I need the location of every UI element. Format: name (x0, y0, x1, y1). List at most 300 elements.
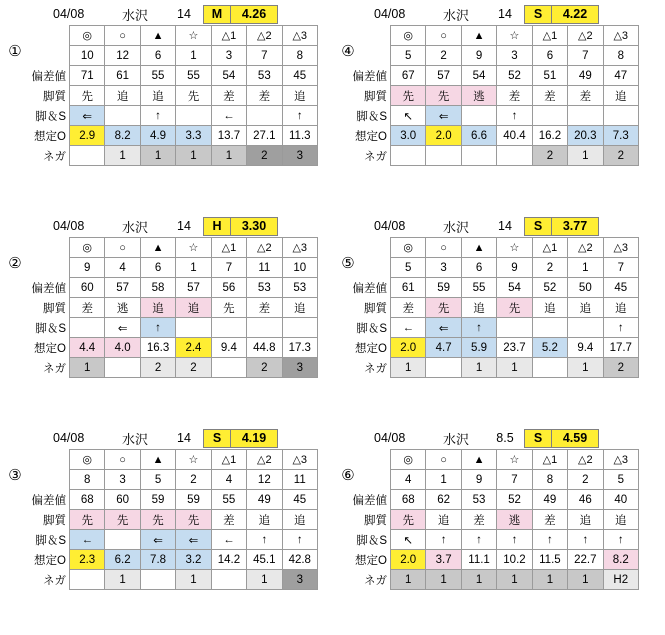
table-row (18, 238, 318, 258)
race-header (374, 428, 639, 448)
row-label: 脚＆S (356, 110, 387, 123)
nega-cell: 1 (105, 146, 140, 166)
block-container (333, 212, 665, 424)
nega-cell: 1 (391, 358, 426, 378)
race-grade-badge: S (203, 429, 231, 448)
expected-odds-cell: 11.5 (532, 550, 567, 570)
deviation-cell: 59 (140, 490, 175, 510)
race-venue: 水沢 (442, 431, 469, 447)
running-style-cell: 追 (282, 510, 317, 530)
race-number: 8.5 (496, 431, 514, 445)
block-index: ⑥ (341, 467, 355, 484)
deviation-cell: 52 (497, 66, 532, 86)
horse-number-cell: 5 (603, 470, 638, 490)
mark-cell: △2 (568, 450, 603, 470)
race-header (53, 428, 318, 448)
row-label: 脚質 (43, 514, 66, 527)
race-number: 14 (177, 219, 191, 233)
race-value-badge: 3.77 (552, 217, 599, 236)
mark-cell: ☆ (497, 450, 532, 470)
race-venue: 水沢 (121, 7, 148, 23)
running-style-cell: 先 (70, 510, 105, 530)
race-value-badge: 3.30 (231, 217, 278, 236)
legs-s-cell: ↑ (140, 106, 175, 126)
legs-s-cell: ↖ (391, 106, 426, 126)
deviation-cell: 54 (461, 66, 496, 86)
race-value-badge: 4.19 (231, 429, 278, 448)
legs-s-cell: ↑ (247, 530, 282, 550)
table-row (339, 66, 639, 86)
running-style-cell: 先 (211, 298, 246, 318)
mark-cell: △2 (568, 238, 603, 258)
race-date: 04/08 (374, 219, 406, 233)
horse-number-cell: 9 (461, 470, 496, 490)
expected-odds-cell: 14.2 (211, 550, 246, 570)
row-label: 想定O (355, 130, 387, 143)
running-style-cell: 追 (282, 298, 317, 318)
expected-odds-cell: 9.4 (211, 338, 246, 358)
legs-s-cell: ↑ (140, 318, 175, 338)
running-style-cell: 差 (70, 298, 105, 318)
running-style-cell: 追 (176, 298, 211, 318)
nega-cell (461, 146, 496, 166)
horse-number-cell: 9 (461, 46, 496, 66)
legs-s-cell: ⇐ (426, 318, 461, 338)
deviation-cell: 45 (282, 66, 317, 86)
race-number: 14 (177, 7, 191, 21)
expected-odds-cell: 3.2 (176, 550, 211, 570)
running-style-cell: 先 (426, 298, 461, 318)
mark-cell: ◎ (70, 238, 105, 258)
mark-cell: ☆ (176, 450, 211, 470)
horse-number-cell: 8 (532, 470, 567, 490)
deviation-cell: 49 (247, 490, 282, 510)
horse-number-cell: 8 (603, 46, 638, 66)
row-label: 想定O (355, 554, 387, 567)
mark-cell: ▲ (461, 450, 496, 470)
mark-cell: ☆ (497, 26, 532, 46)
mark-cell: △3 (282, 238, 317, 258)
block-container (333, 0, 665, 212)
deviation-cell: 61 (391, 278, 426, 298)
legs-s-cell: ⇐ (70, 106, 105, 126)
race-table (339, 449, 639, 590)
nega-cell (70, 146, 105, 166)
legs-s-cell (568, 106, 603, 126)
deviation-cell: 55 (176, 66, 211, 86)
horse-number-cell: 3 (105, 470, 140, 490)
legs-s-cell (603, 106, 638, 126)
deviation-cell: 45 (603, 278, 638, 298)
table-row (18, 318, 318, 338)
expected-odds-cell: 22.7 (568, 550, 603, 570)
horse-number-cell: 2 (426, 46, 461, 66)
legs-s-cell (247, 318, 282, 338)
table-row (18, 470, 318, 490)
row-label (339, 470, 391, 490)
deviation-cell: 55 (461, 278, 496, 298)
deviation-cell: 62 (426, 490, 461, 510)
legs-s-cell: ↑ (568, 530, 603, 550)
race-grade-badge: S (524, 5, 552, 24)
horse-number-cell: 4 (105, 258, 140, 278)
expected-odds-cell: 10.2 (497, 550, 532, 570)
table-row (339, 450, 639, 470)
mark-cell: △2 (247, 450, 282, 470)
legs-s-cell (568, 318, 603, 338)
horse-number-cell: 6 (140, 258, 175, 278)
legs-s-cell: ← (211, 530, 246, 550)
nega-cell (70, 570, 105, 590)
legs-s-cell: ↑ (603, 530, 638, 550)
row-label (18, 470, 70, 490)
nega-cell (391, 146, 426, 166)
row-label (339, 258, 391, 278)
horse-number-cell: 6 (532, 46, 567, 66)
table-row (339, 358, 639, 378)
deviation-cell: 45 (282, 490, 317, 510)
horse-number-cell: 7 (568, 46, 603, 66)
race-date: 04/08 (53, 7, 85, 21)
expected-odds-cell: 17.3 (282, 338, 317, 358)
row-label: 想定O (355, 342, 387, 355)
block-index: ④ (341, 43, 355, 60)
race-date: 04/08 (374, 7, 406, 21)
deviation-cell: 55 (140, 66, 175, 86)
row-label: 脚＆S (356, 534, 387, 547)
race-venue: 水沢 (121, 219, 148, 235)
mark-cell: △1 (211, 238, 246, 258)
legs-s-cell (211, 318, 246, 338)
horse-number-cell: 5 (391, 46, 426, 66)
mark-cell: ○ (426, 238, 461, 258)
deviation-cell: 56 (211, 278, 246, 298)
row-label (18, 26, 70, 46)
running-style-cell: 差 (497, 86, 532, 106)
deviation-cell: 51 (532, 66, 567, 86)
mark-cell: △1 (211, 26, 246, 46)
horse-number-cell: 1 (568, 258, 603, 278)
legs-s-cell: ↑ (603, 318, 638, 338)
deviation-cell: 46 (568, 490, 603, 510)
mark-cell: ◎ (391, 26, 426, 46)
block-container (333, 424, 665, 635)
legs-s-cell (497, 318, 532, 338)
table-row (339, 146, 639, 166)
mark-cell: △2 (247, 26, 282, 46)
running-style-cell: 差 (247, 298, 282, 318)
race-date: 04/08 (53, 219, 85, 233)
horse-number-cell: 3 (426, 258, 461, 278)
expected-odds-cell: 42.8 (282, 550, 317, 570)
legs-s-cell: ↑ (532, 530, 567, 550)
block-index: ⑤ (341, 255, 355, 272)
race-grade-badge: H (203, 217, 231, 236)
running-style-cell: 追 (247, 510, 282, 530)
deviation-cell: 54 (497, 278, 532, 298)
row-label: 脚質 (364, 302, 387, 315)
legs-s-cell (70, 318, 105, 338)
table-row (18, 338, 318, 358)
horse-number-cell: 12 (105, 46, 140, 66)
deviation-cell: 53 (247, 66, 282, 86)
nega-cell: 1 (497, 358, 532, 378)
mark-cell: △2 (568, 26, 603, 46)
table-row (339, 238, 639, 258)
nega-cell: 1 (105, 570, 140, 590)
table-row (18, 570, 318, 590)
legs-s-cell: ↑ (282, 530, 317, 550)
nega-cell: H2 (603, 570, 638, 590)
race-venue: 水沢 (442, 219, 469, 235)
table-row (339, 46, 639, 66)
table-row (339, 470, 639, 490)
legs-s-cell: ⇐ (426, 106, 461, 126)
running-style-cell: 差 (568, 86, 603, 106)
deviation-cell: 52 (532, 278, 567, 298)
table-row (18, 86, 318, 106)
mark-cell: △3 (603, 450, 638, 470)
horse-number-cell: 4 (391, 470, 426, 490)
nega-cell: 3 (282, 570, 317, 590)
expected-odds-cell: 2.3 (70, 550, 105, 570)
horse-number-cell: 3 (211, 46, 246, 66)
mark-cell: ◎ (391, 238, 426, 258)
table-row (18, 126, 318, 146)
table-row (339, 570, 639, 590)
horse-number-cell: 6 (140, 46, 175, 66)
deviation-cell: 68 (70, 490, 105, 510)
row-label: 偏差値 (31, 494, 66, 507)
running-style-cell: 追 (603, 510, 638, 530)
nega-cell: 2 (140, 358, 175, 378)
row-label: 偏差値 (352, 282, 387, 295)
table-row (18, 490, 318, 510)
mark-cell: △3 (603, 26, 638, 46)
horse-number-cell: 1 (176, 46, 211, 66)
race-header (374, 4, 639, 24)
mark-cell: ▲ (140, 26, 175, 46)
running-style-cell: 追 (603, 86, 638, 106)
row-label (339, 26, 391, 46)
running-style-cell: 追 (603, 298, 638, 318)
row-label (18, 450, 70, 470)
table-row (339, 530, 639, 550)
table-row (18, 530, 318, 550)
table-row (18, 450, 318, 470)
row-label: 脚＆S (35, 322, 66, 335)
table-row (18, 550, 318, 570)
expected-odds-cell: 23.7 (497, 338, 532, 358)
deviation-cell: 61 (105, 66, 140, 86)
running-style-cell: 先 (176, 510, 211, 530)
nega-cell: 1 (568, 146, 603, 166)
row-label: ネガ (43, 150, 66, 163)
race-grade-badge: S (524, 429, 552, 448)
expected-odds-cell: 2.0 (426, 126, 461, 146)
mark-cell: ○ (426, 26, 461, 46)
horse-number-cell: 7 (603, 258, 638, 278)
nega-cell (426, 358, 461, 378)
deviation-cell: 52 (497, 490, 532, 510)
legs-s-cell: ↑ (461, 530, 496, 550)
mark-cell: ▲ (140, 450, 175, 470)
expected-odds-cell: 4.4 (70, 338, 105, 358)
deviation-cell: 57 (176, 278, 211, 298)
race-date: 04/08 (374, 431, 406, 445)
legs-s-cell: ↑ (461, 318, 496, 338)
deviation-cell: 60 (105, 490, 140, 510)
expected-odds-cell: 9.4 (568, 338, 603, 358)
row-label: 偏差値 (352, 70, 387, 83)
nega-cell: 1 (461, 358, 496, 378)
row-label: 偏差値 (31, 282, 66, 295)
race-table (339, 237, 639, 378)
mark-cell: △3 (282, 450, 317, 470)
row-label: 脚＆S (356, 322, 387, 335)
running-style-cell: 追 (140, 298, 175, 318)
legs-s-cell: ↑ (497, 106, 532, 126)
table-row (339, 26, 639, 46)
running-style-cell: 逃 (105, 298, 140, 318)
nega-cell (105, 358, 140, 378)
table-row (18, 298, 318, 318)
table-row (339, 298, 639, 318)
block-container (0, 424, 333, 635)
legs-s-cell (105, 530, 140, 550)
legs-s-cell: ⇐ (105, 318, 140, 338)
mark-cell: ▲ (461, 26, 496, 46)
running-style-cell: 差 (247, 86, 282, 106)
nega-cell: 2 (603, 358, 638, 378)
nega-cell (140, 570, 175, 590)
deviation-cell: 57 (426, 66, 461, 86)
mark-cell: ◎ (391, 450, 426, 470)
legs-s-cell: ↑ (282, 106, 317, 126)
nega-cell: 1 (568, 570, 603, 590)
deviation-cell: 68 (391, 490, 426, 510)
table-row (339, 278, 639, 298)
horse-number-cell: 5 (140, 470, 175, 490)
legs-s-cell (532, 318, 567, 338)
expected-odds-cell: 8.2 (603, 550, 638, 570)
running-style-cell: 先 (497, 298, 532, 318)
horse-number-cell: 2 (568, 470, 603, 490)
row-label: 偏差値 (31, 70, 66, 83)
horse-number-cell: 8 (70, 470, 105, 490)
table-row (18, 278, 318, 298)
deviation-cell: 55 (211, 490, 246, 510)
deviation-cell: 60 (70, 278, 105, 298)
running-style-cell: 差 (211, 510, 246, 530)
nega-cell: 2 (176, 358, 211, 378)
horse-number-cell: 2 (176, 470, 211, 490)
expected-odds-cell: 7.8 (140, 550, 175, 570)
nega-cell: 1 (247, 570, 282, 590)
expected-odds-cell: 8.2 (105, 126, 140, 146)
running-style-cell: 追 (568, 510, 603, 530)
expected-odds-cell: 3.3 (176, 126, 211, 146)
table-row (18, 258, 318, 278)
expected-odds-cell: 40.4 (497, 126, 532, 146)
running-style-cell: 差 (211, 86, 246, 106)
nega-cell: 2 (532, 146, 567, 166)
nega-cell: 1 (176, 146, 211, 166)
race-block (18, 428, 318, 590)
running-style-cell: 先 (426, 86, 461, 106)
table-row (18, 146, 318, 166)
block-container (0, 212, 333, 424)
running-style-cell: 逃 (461, 86, 496, 106)
running-style-cell: 差 (461, 510, 496, 530)
mark-cell: ◎ (70, 26, 105, 46)
row-label: ネガ (43, 362, 66, 375)
horse-number-cell: 7 (497, 470, 532, 490)
horse-number-cell: 8 (282, 46, 317, 66)
expected-odds-cell: 11.1 (461, 550, 496, 570)
horse-number-cell: 10 (282, 258, 317, 278)
nega-cell: 1 (391, 570, 426, 590)
horse-number-cell: 9 (497, 258, 532, 278)
horse-number-cell: 11 (282, 470, 317, 490)
running-style-cell: 追 (461, 298, 496, 318)
row-label: ネガ (364, 574, 387, 587)
nega-cell: 1 (426, 570, 461, 590)
horse-number-cell: 4 (211, 470, 246, 490)
row-label: 想定O (34, 554, 66, 567)
running-style-cell: 先 (70, 86, 105, 106)
race-block (18, 216, 318, 378)
nega-cell: 1 (140, 146, 175, 166)
race-table (339, 25, 639, 166)
row-label: 想定O (34, 342, 66, 355)
deviation-cell: 67 (391, 66, 426, 86)
row-label: 偏差値 (352, 494, 387, 507)
horse-number-cell: 5 (391, 258, 426, 278)
nega-cell: 1 (532, 570, 567, 590)
race-header (374, 216, 639, 236)
nega-cell: 1 (70, 358, 105, 378)
expected-odds-cell: 3.7 (426, 550, 461, 570)
row-label: 脚＆S (35, 110, 66, 123)
horse-number-cell: 9 (70, 258, 105, 278)
legs-s-cell (247, 106, 282, 126)
race-venue: 水沢 (121, 431, 148, 447)
deviation-cell: 53 (247, 278, 282, 298)
horse-number-cell: 10 (70, 46, 105, 66)
table-row (339, 126, 639, 146)
table-row (18, 510, 318, 530)
table-row (18, 26, 318, 46)
mark-cell: ☆ (176, 26, 211, 46)
mark-cell: ▲ (140, 238, 175, 258)
expected-odds-cell: 5.9 (461, 338, 496, 358)
race-value-badge: 4.22 (552, 5, 599, 24)
mark-cell: ○ (105, 450, 140, 470)
mark-cell: ○ (105, 238, 140, 258)
mark-cell: △1 (211, 450, 246, 470)
horse-number-cell: 6 (461, 258, 496, 278)
nega-cell: 1 (568, 358, 603, 378)
running-style-cell: 追 (426, 510, 461, 530)
row-label (18, 258, 70, 278)
table-row (18, 46, 318, 66)
deviation-cell: 53 (282, 278, 317, 298)
deviation-cell: 57 (105, 278, 140, 298)
expected-odds-cell: 2.0 (391, 550, 426, 570)
race-number: 14 (177, 431, 191, 445)
running-style-cell: 先 (105, 510, 140, 530)
